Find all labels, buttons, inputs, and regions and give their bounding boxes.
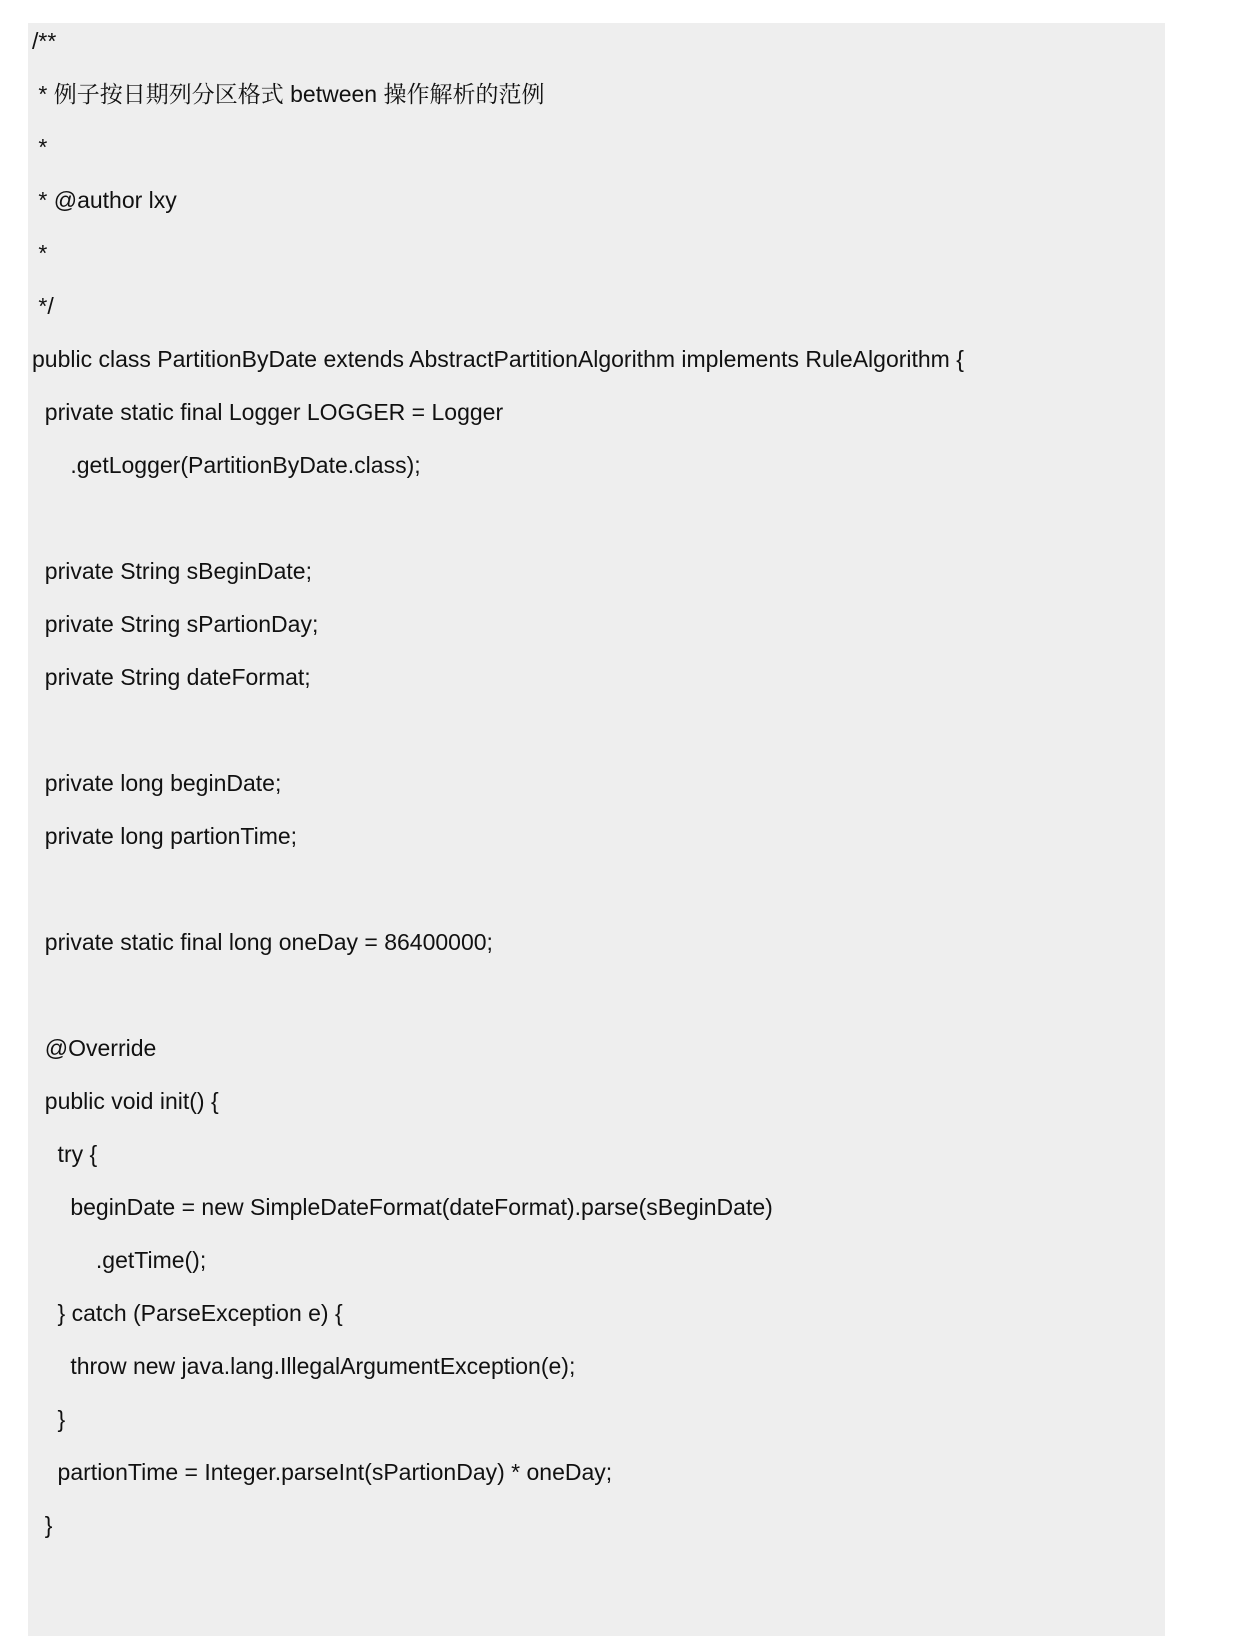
code-line	[32, 503, 1165, 533]
code-line: private String dateFormat;	[32, 664, 311, 690]
code-line: partionTime = Integer.parseInt(sPartionDay) * oneDay;	[32, 1459, 613, 1485]
code-line: private long partionTime;	[32, 823, 298, 849]
code-line	[32, 980, 1165, 1010]
code-line	[32, 874, 1165, 904]
code-line: private static final long oneDay = 86400000;	[32, 929, 493, 955]
code-line: public void init() {	[32, 1088, 219, 1114]
code-line: try {	[32, 1141, 98, 1167]
code-line: }	[32, 1406, 66, 1432]
code-line: /**	[32, 28, 57, 54]
code-line: .getTime();	[32, 1247, 207, 1273]
code-line: * 例子按日期列分区格式 between 操作解析的范例	[32, 81, 545, 107]
code-block	[28, 23, 1165, 1636]
code-line: private String sBeginDate;	[32, 558, 312, 584]
code-line: *	[32, 134, 48, 160]
code-line: *	[32, 240, 48, 266]
code-line: } catch (ParseException e) {	[32, 1300, 343, 1326]
code-line	[32, 715, 1165, 745]
code-line: private long beginDate;	[32, 770, 282, 796]
code-line: private static final Logger LOGGER = Logger	[32, 399, 504, 425]
code-line: .getLogger(PartitionByDate.class);	[32, 452, 421, 478]
code-line: * @author lxy	[32, 187, 177, 213]
code-line: @Override	[32, 1035, 157, 1061]
code-line: private String sPartionDay;	[32, 611, 319, 637]
code-line: throw new java.lang.IllegalArgumentException(e);	[32, 1353, 576, 1379]
code-line: public class PartitionByDate extends AbstractPartitionAlgorithm implements RuleAlgorithm {	[32, 346, 964, 372]
code-line: }	[32, 1512, 53, 1538]
code-line: */	[32, 293, 54, 319]
code-line: beginDate = new SimpleDateFormat(dateFormat).parse(sBeginDate)	[32, 1194, 773, 1220]
